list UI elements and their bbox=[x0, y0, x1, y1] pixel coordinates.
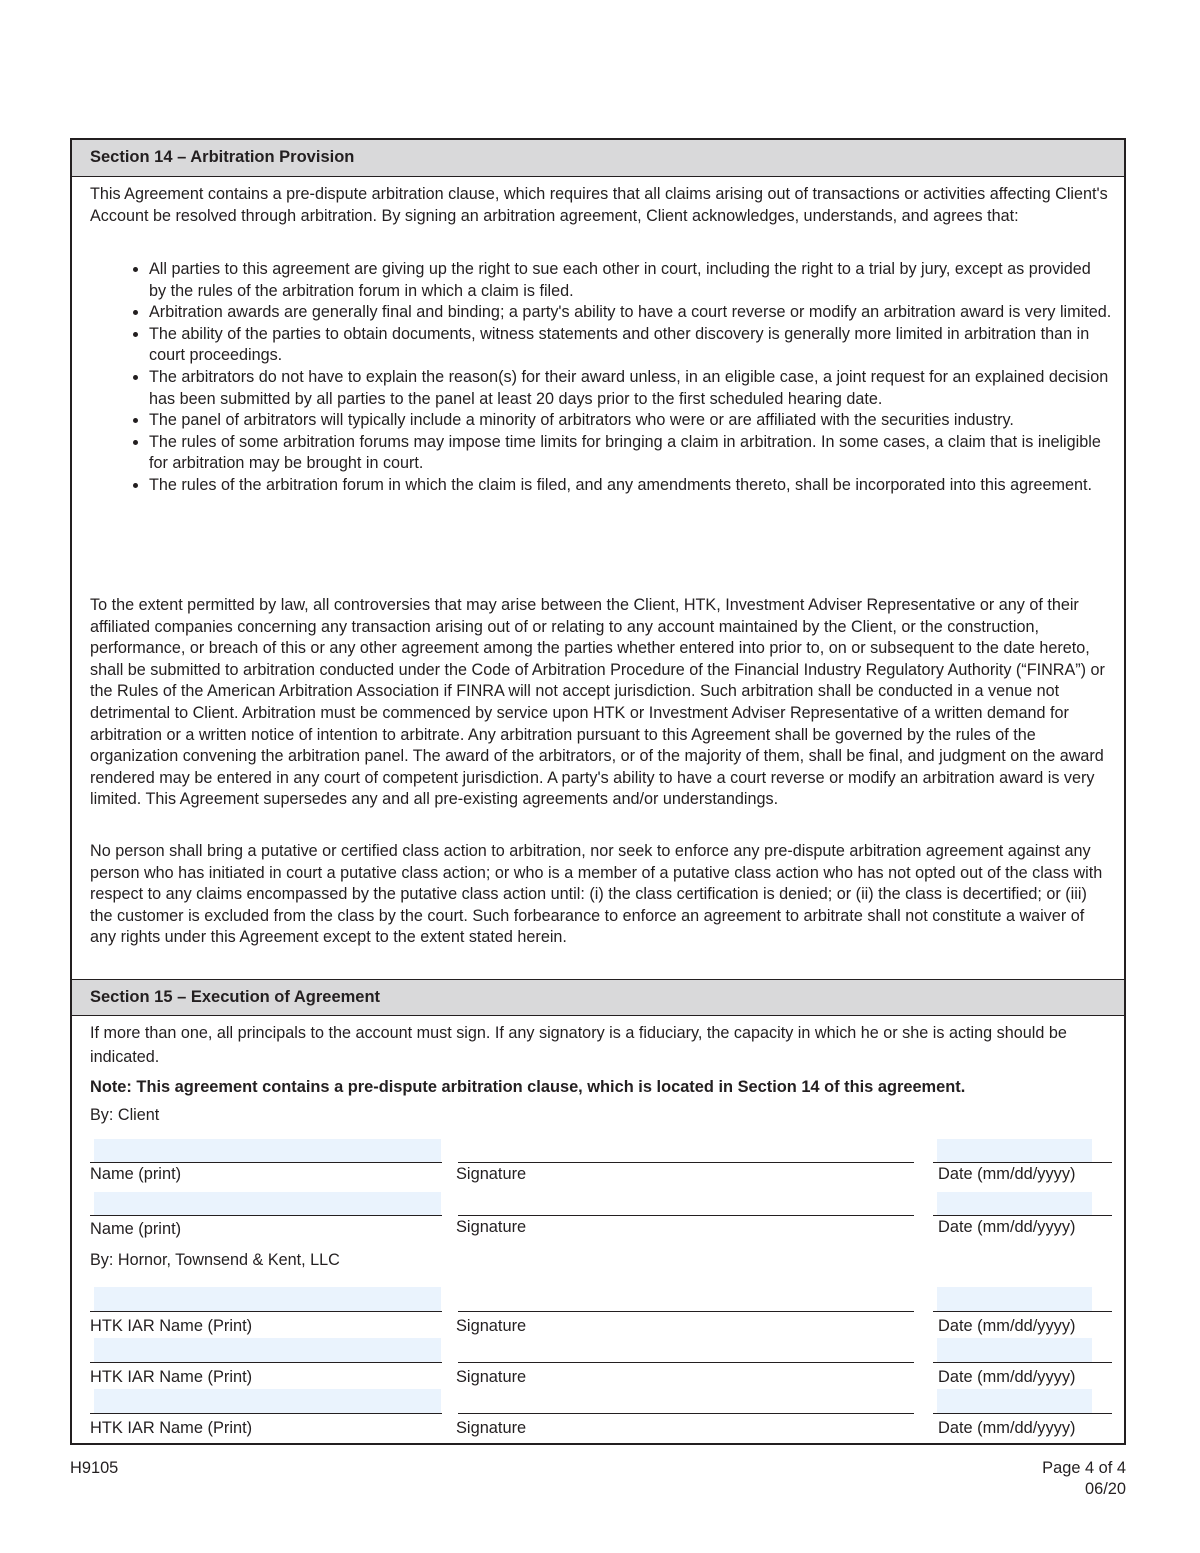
htk-date-field-1[interactable] bbox=[937, 1287, 1092, 1311]
htk-name-field-1[interactable] bbox=[94, 1287, 441, 1311]
htk-signature-line-3[interactable] bbox=[458, 1413, 914, 1414]
htk-iar-name-label: HTK IAR Name (Print) bbox=[90, 1317, 253, 1335]
section-14-header: Section 14 – Arbitration Provision bbox=[72, 140, 1124, 177]
client-name-line-1 bbox=[90, 1162, 442, 1163]
section-14-intro: This Agreement contains a pre-dispute arbitration clause, which requires that all claims arising out of transactions or activities affecting Client's Account be resolved through arbitration. By signing an arbitration agreement, Client acknowledges, understands, and agrees that: bbox=[90, 185, 1108, 225]
htk-signature-line-2[interactable] bbox=[458, 1362, 914, 1363]
htk-iar-name-label: HTK IAR Name (Print) bbox=[90, 1368, 253, 1386]
client-date-field-2[interactable] bbox=[937, 1192, 1092, 1215]
client-name-line-2 bbox=[90, 1215, 442, 1216]
client-date-field-1[interactable] bbox=[937, 1139, 1092, 1162]
htk-signature-line-1[interactable] bbox=[458, 1311, 914, 1312]
page-footer bbox=[1042, 1458, 1126, 1500]
client-signature-line-1[interactable] bbox=[458, 1162, 914, 1163]
list-item: • The ability of the parties to obtain documents, witness statements and other discovery is generally more limited in arbitration than in court proceedings. bbox=[149, 324, 1112, 367]
class-action-paragraph: No person shall bring a putative or certified class action to arbitration, nor seek to enforce any pre-dispute arbitration agreement against any person who has initiated in court a putative class action; or who is a member of a putative class action who has not opted out of the class with respect to any claims encompassed by the putative class action until: (i) the class certification is denied; or (ii) the class is decertified; or (iii) the customer is excluded from the class by the court. Such forbearance to enforce an agreement to arbitrate shall not constitute a waiver of any rights under this Agreement except to the extent stated herein. bbox=[90, 842, 1103, 947]
client-name-field-1[interactable] bbox=[94, 1139, 441, 1162]
htk-date-line-2 bbox=[933, 1362, 1112, 1363]
list-item: • All parties to this agreement are giving up the right to sue each other in court, including the right to a trial by jury, except as provided by the rules of the arbitration forum in which a claim is filed. bbox=[149, 259, 1112, 302]
client-name-field-2[interactable] bbox=[94, 1192, 441, 1215]
date-label: Date (mm/dd/yyyy) bbox=[938, 1317, 1076, 1335]
date-label: Date (mm/dd/yyyy) bbox=[938, 1218, 1076, 1236]
list-item: • The rules of the arbitration forum in which the claim is filed, and any amendments thereto, shall be incorporated into this agreement. bbox=[149, 475, 1112, 497]
list-item: • The panel of arbitrators will typically include a minority of arbitrators who were or are affiliated with the securities industry. bbox=[149, 410, 1112, 432]
htk-date-field-2[interactable] bbox=[937, 1338, 1092, 1362]
signature-label: Signature bbox=[456, 1317, 527, 1335]
list-item: • The arbitrators do not have to explain the reason(s) for their award unless, in an eligible case, a joint request for an explained decision has been submitted by all parties to the panel at least 20 days prior to the first scheduled hearing date. bbox=[149, 367, 1112, 410]
htk-date-field-3[interactable] bbox=[937, 1389, 1092, 1413]
arbitration-bullet-list bbox=[72, 259, 1112, 497]
list-item: • Arbitration awards are generally final and binding; a party's ability to have a court reverse or modify an arbitration award is very limited. bbox=[149, 302, 1112, 324]
page-number: Page 4 of 4 bbox=[1042, 1459, 1126, 1477]
signature-label: Signature bbox=[456, 1419, 527, 1437]
by-client-label: By: Client bbox=[90, 1106, 160, 1124]
date-label: Date (mm/dd/yyyy) bbox=[938, 1368, 1076, 1386]
htk-name-line-3 bbox=[90, 1413, 442, 1414]
form-code: H9105 bbox=[70, 1459, 119, 1477]
signature-label: Signature bbox=[456, 1368, 527, 1386]
section-15-header: Section 15 – Execution of Agreement bbox=[72, 979, 1124, 1016]
client-date-line-2 bbox=[933, 1215, 1112, 1216]
htk-iar-name-label: HTK IAR Name (Print) bbox=[90, 1419, 253, 1437]
signature-label: Signature bbox=[456, 1165, 527, 1183]
date-label: Date (mm/dd/yyyy) bbox=[938, 1419, 1076, 1437]
date-label: Date (mm/dd/yyyy) bbox=[938, 1165, 1076, 1183]
client-signature-line-2[interactable] bbox=[458, 1215, 914, 1216]
arbitration-note: Note: This agreement contains a pre-dispute arbitration clause, which is located in Section 14 of this agreement. bbox=[90, 1078, 966, 1096]
arbitration-paragraph: To the extent permitted by law, all controversies that may arise between the Client, HTK, Investment Adviser Representative or any of their affiliated companies concerning any transaction arising out of or relating to any account maintained by the Client, or the construction, performance, or breach of this or any other agreement among the parties whether entered into prior to, on or subsequent to the date hereto, shall be submitted to arbitration conducted under the Code of Arbitration Procedure of the Financial Industry Regulatory Authority (“FINRA”) or the Rules of the American Arbitration Association if FINRA will not accept jurisdiction. Such arbitration shall be conducted in a venue not detrimental to Client. Arbitration must be commenced by service upon HTK or Investment Adviser Representative of a written demand for arbitration or a written notice of intention to arbitrate. Any arbitration pursuant to this Agreement shall be governed by the rules of the organization convening the arbitration panel. The award of the arbitrators, or of the majority of them, shall be final, and judgment on the award rendered may be entered in any court of competent jurisdiction. A party's ability to have a court reverse or modify an arbitration award is very limited. This Agreement supersedes any and all pre-existing agreements and/or understandings. bbox=[90, 596, 1105, 809]
name-print-label: Name (print) bbox=[90, 1220, 182, 1238]
htk-name-line-1 bbox=[90, 1311, 442, 1312]
htk-date-line-3 bbox=[933, 1413, 1112, 1414]
list-item: • The rules of some arbitration forums may impose time limits for bringing a claim in arbitration. In some cases, a claim that is ineligible for arbitration may be brought in court. bbox=[149, 432, 1112, 475]
htk-date-line-1 bbox=[933, 1311, 1112, 1312]
section-15-intro: If more than one, all principals to the account must sign. If any signatory is a fiduciary, the capacity in which he or she is acting should be indicated. bbox=[90, 1024, 1067, 1066]
client-date-line-1 bbox=[933, 1162, 1112, 1163]
htk-name-field-2[interactable] bbox=[94, 1338, 441, 1362]
revision-date: 06/20 bbox=[1084, 1480, 1126, 1498]
by-htk-label: By: Hornor, Townsend & Kent, LLC bbox=[90, 1251, 340, 1269]
signature-label: Signature bbox=[456, 1218, 527, 1236]
htk-name-line-2 bbox=[90, 1362, 442, 1363]
agreement-frame bbox=[70, 138, 1126, 1445]
htk-name-field-3[interactable] bbox=[94, 1389, 441, 1413]
name-print-label: Name (print) bbox=[90, 1165, 182, 1183]
